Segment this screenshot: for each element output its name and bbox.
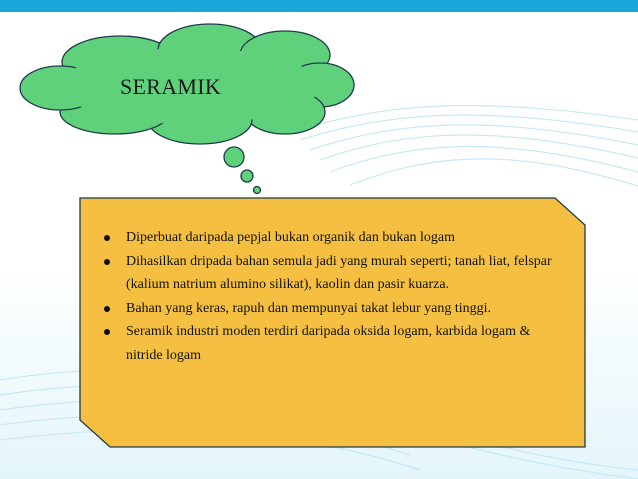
bullet-text: Diperbuat daripada pepjal bukan organik dan bukan logam [126,230,456,245]
bullet-item [100,320,555,367]
bullet-item [100,250,555,297]
bullet-text: Bahan yang keras, rapuh dan mempunyai takat lebur yang tinggi. [126,300,492,316]
bullet-item [100,297,555,321]
bullet-text: Seramik industri moden terdiri daripada oksida logam, karbida logam & nitride logam [126,324,531,363]
bullet-dot-icon [104,259,110,265]
bullet-text: Dihasilkan dripada bahan semula jadi yang murah seperti; tanah liat, felspar (kalium natrium alumino silikat), kaolin dan pasir kuarza. [126,253,552,292]
bullet-list [100,226,555,367]
slide-title: SERAMIK [120,74,222,99]
bullet-dot-icon [104,306,110,312]
bullet-dot-icon [104,235,110,241]
bullet-item [100,226,555,250]
bullet-dot-icon [104,329,110,335]
